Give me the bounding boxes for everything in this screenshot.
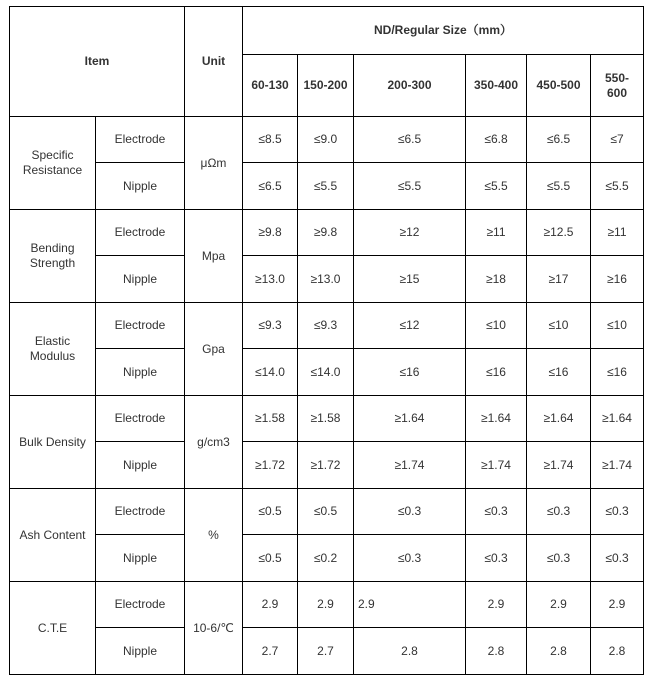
property-name: Ash Content [10,489,96,582]
property-name: C.T.E [10,582,96,675]
value-cell: ≥1.72 [298,442,354,489]
value-cell: ≤12 [354,303,466,349]
row-label-electrode: Electrode [96,489,185,535]
unit-cell: μΩm [185,117,243,210]
value-cell: ≥15 [354,256,466,303]
value-cell: 2.8 [354,628,466,675]
value-cell: ≥11 [591,210,644,256]
unit-cell: Gpa [185,303,243,396]
header-size: 350-400 [466,55,527,117]
row-label-nipple: Nipple [96,535,185,582]
value-cell: ≤16 [354,349,466,396]
value-cell: ≤6.5 [354,117,466,163]
value-cell: ≤0.3 [354,535,466,582]
value-cell: ≥1.64 [591,396,644,442]
value-cell: ≤5.5 [298,163,354,210]
value-cell: 2.9 [298,582,354,628]
value-cell: ≤8.5 [243,117,298,163]
value-cell: 2.9 [466,582,527,628]
unit-cell: Mpa [185,210,243,303]
row-label-nipple: Nipple [96,628,185,675]
header-item: Item [10,7,185,117]
row-label-electrode: Electrode [96,582,185,628]
value-cell: ≥1.64 [466,396,527,442]
row-label-nipple: Nipple [96,349,185,396]
value-cell: ≤0.3 [527,489,591,535]
property-name: Elastic Modulus [10,303,96,396]
value-cell: 2.7 [298,628,354,675]
value-cell: ≥1.64 [354,396,466,442]
header-size: 200-300 [354,55,466,117]
value-cell: ≤9.0 [298,117,354,163]
row-label-nipple: Nipple [96,163,185,210]
value-cell: ≤9.3 [243,303,298,349]
header-size: 450-500 [527,55,591,117]
value-cell: 2.8 [466,628,527,675]
value-cell: ≤0.3 [591,535,644,582]
property-name: Specific Resistance [10,117,96,210]
value-cell: 2.9 [591,582,644,628]
value-cell: ≤5.5 [466,163,527,210]
value-cell: ≤0.3 [527,535,591,582]
value-cell: 2.8 [591,628,644,675]
row-label-electrode: Electrode [96,396,185,442]
value-cell: ≤10 [527,303,591,349]
row-label-nipple: Nipple [96,256,185,303]
value-cell: ≤16 [591,349,644,396]
value-cell: ≤0.5 [243,489,298,535]
value-cell: ≥12.5 [527,210,591,256]
value-cell: ≥13.0 [243,256,298,303]
value-cell: ≥18 [466,256,527,303]
row-label-nipple: Nipple [96,442,185,489]
value-cell: ≤5.5 [591,163,644,210]
value-cell: ≥1.58 [243,396,298,442]
value-cell: ≥1.74 [527,442,591,489]
value-cell: ≤0.3 [466,535,527,582]
value-cell: ≤0.3 [354,489,466,535]
row-label-electrode: Electrode [96,303,185,349]
specification-table [9,6,644,675]
value-cell: ≤6.5 [527,117,591,163]
value-cell: ≥16 [591,256,644,303]
value-cell: ≤14.0 [243,349,298,396]
value-cell: ≤0.3 [591,489,644,535]
value-cell: ≥12 [354,210,466,256]
value-cell: 2.9 [527,582,591,628]
value-cell: 2.8 [527,628,591,675]
value-cell: ≥1.74 [354,442,466,489]
value-cell: ≤6.8 [466,117,527,163]
header-size: 550-600 [591,55,644,117]
value-cell: ≤10 [466,303,527,349]
value-cell: ≥11 [466,210,527,256]
header-unit: Unit [185,7,243,117]
unit-cell: 10-6/℃ [185,582,243,675]
property-name: Bulk Density [10,396,96,489]
value-cell: ≤7 [591,117,644,163]
header-size: 60-130 [243,55,298,117]
value-cell: ≤0.5 [298,489,354,535]
value-cell: ≤0.3 [466,489,527,535]
property-name: Bending Strength [10,210,96,303]
row-label-electrode: Electrode [96,117,185,163]
value-cell: ≤10 [591,303,644,349]
unit-cell: % [185,489,243,582]
value-cell: ≥1.58 [298,396,354,442]
value-cell: ≥9.8 [298,210,354,256]
value-cell: 2.9 [354,582,466,628]
value-cell: 2.7 [243,628,298,675]
header-nd-size: ND/Regular Size（mm） [243,7,644,55]
value-cell: ≤16 [466,349,527,396]
value-cell: ≤5.5 [527,163,591,210]
value-cell: ≤6.5 [243,163,298,210]
value-cell: ≤0.5 [243,535,298,582]
value-cell: ≥1.64 [527,396,591,442]
value-cell: ≥1.74 [466,442,527,489]
value-cell: ≥17 [527,256,591,303]
value-cell: ≥1.72 [243,442,298,489]
value-cell: ≥1.74 [591,442,644,489]
value-cell: ≤9.3 [298,303,354,349]
row-label-electrode: Electrode [96,210,185,256]
unit-cell: g/cm3 [185,396,243,489]
value-cell: 2.9 [243,582,298,628]
value-cell: ≤14.0 [298,349,354,396]
value-cell: ≤0.2 [298,535,354,582]
header-size: 150-200 [298,55,354,117]
value-cell: ≤5.5 [354,163,466,210]
value-cell: ≥13.0 [298,256,354,303]
value-cell: ≤16 [527,349,591,396]
value-cell: ≥9.8 [243,210,298,256]
